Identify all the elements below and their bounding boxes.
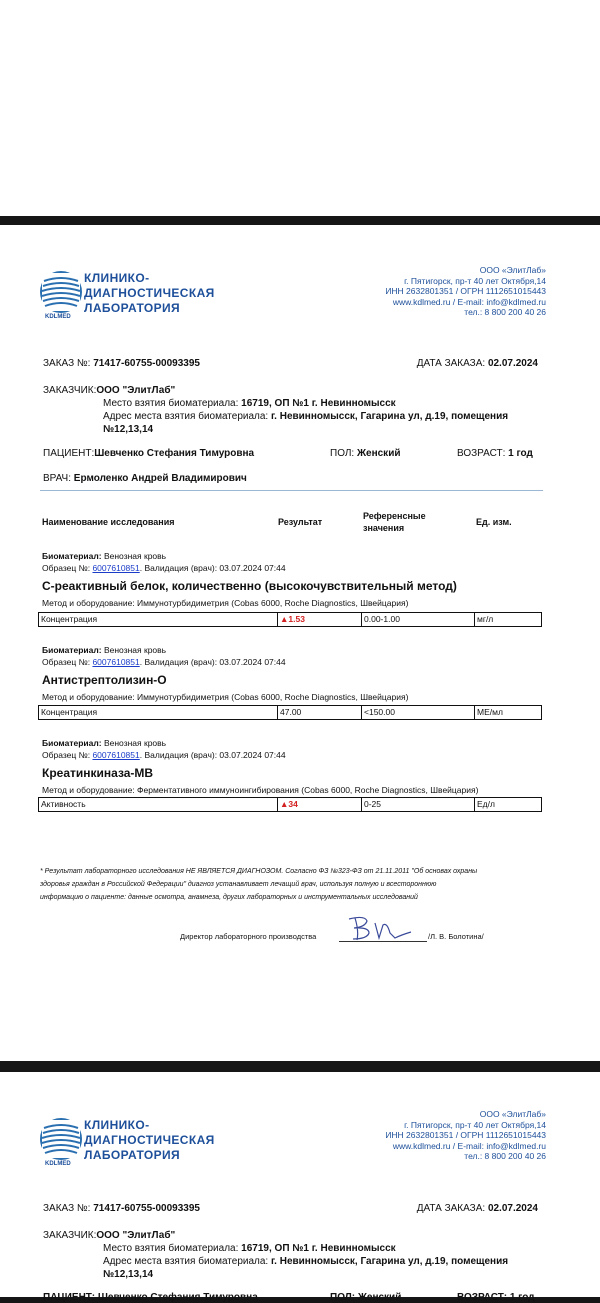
previous-page: [0, 0, 600, 216]
header-unit: Ед. изм.: [476, 517, 512, 527]
sample-address: Адрес места взятия биоматериала: г. Невинномысск, Гагарина ул, д.19, помещения: [103, 1256, 509, 1267]
lab-logo-sub: KDLMED: [45, 314, 71, 320]
test2-method: Метод и оборудование: Иммунотурбидиметрия (Cobas 6000, Roche Diagnostics, Швейцария): [42, 692, 409, 702]
test2-name: Антистрептолизин-О: [42, 673, 167, 687]
patient-name: ПАЦИЕНТ:Шевченко Стефания Тимуровна: [43, 448, 255, 459]
header-test: Наименование исследования: [42, 517, 175, 527]
test2-sample: Образец №: 6007610851. Валидация (врач): 03.07.2024 07:44: [42, 657, 286, 667]
test2-biomaterial: Биоматериал: Венозная кровь: [42, 645, 167, 655]
next-page: [0, 1072, 600, 1303]
test3-unit: Ед/л: [474, 798, 542, 811]
header-result: Результат: [278, 517, 323, 527]
test3-biomaterial: Биоматериал: Венозная кровь: [42, 738, 167, 748]
patient-sex: ПОЛ: Женский: [330, 448, 401, 459]
disclaimer: * Результат лабораторного исследования НЕ ЯВЛЯЕТСЯ ДИАГНОЗОМ. Согласно ФЗ №323-ФЗ от 21.11.2011 "Об основах охраны здоровья граждан в Российской Федерации" диагноз устанавливает лечащий врач, используя полную и всестороннюю информацию о пациенте: данные осмотра, анамнеза, других лабораторных и инструментальных исследований: [40, 868, 478, 901]
lab-logo-sub: KDLMED: [45, 1161, 71, 1167]
order-number: ЗАКАЗ №: 71417-60755-00093395: [43, 358, 200, 369]
customer: ЗАКАЗЧИК:ООО "ЭлитЛаб": [43, 385, 176, 396]
test2-value: 47.00: [277, 706, 362, 719]
signature-name: /Л. В. Болотина/: [428, 932, 484, 941]
test1-unit: мг/л: [474, 613, 542, 626]
test2-param: Концентрация: [41, 707, 98, 717]
test3-result-row: [38, 797, 542, 812]
patient-age: ВОЗРАСТ: 1 год: [457, 448, 533, 459]
test2-unit: МЕ/мл: [474, 706, 542, 719]
customer: ЗАКАЗЧИК:ООО "ЭлитЛаб": [43, 1230, 176, 1241]
order-date: ДАТА ЗАКАЗА: 02.07.2024: [416, 1203, 538, 1214]
lab-contacts: ООО «ЭлитЛаб» г. Пятигорск, пр-т 40 лет Октября,14 ИНН 2632801351 / ОГРН 1112651015443 www.kdlmed.ru / E-mail: info@kdlmed.ru тел.: 8 800 200 40 26: [385, 1109, 546, 1161]
lab-logo-icon: [40, 271, 82, 313]
test1-name: С-реактивный белок, количественно (высокочувствительный метод): [42, 579, 457, 593]
order-number: ЗАКАЗ №: 71417-60755-00093395: [43, 1203, 200, 1214]
test3-sample: Образец №: 6007610851. Валидация (врач): 03.07.2024 07:44: [42, 750, 286, 760]
test1-biomaterial: Биоматериал: Венозная кровь: [42, 551, 167, 561]
patient-sex-cut: ПОЛ: Женский: [330, 1292, 402, 1303]
test1-sample: Образец №: 6007610851. Валидация (врач): 03.07.2024 07:44: [42, 563, 286, 573]
lab-name: КЛИНИКО- ДИАГНОСТИЧЕСКАЯ ЛАБОРАТОРИЯ: [84, 1118, 215, 1162]
sample-address-cont: №12,13,14: [103, 1269, 154, 1280]
lab-name: КЛИНИКО- ДИАГНОСТИЧЕСКАЯ ЛАБОРАТОРИЯ: [84, 271, 215, 315]
divider: [40, 490, 543, 491]
test3-value: ▲34: [277, 798, 362, 811]
lab-contacts: ООО «ЭлитЛаб» г. Пятигорск, пр-т 40 лет Октября,14 ИНН 2632801351 / ОГРН 1112651015443 www.kdlmed.ru / E-mail: info@kdlmed.ru тел.: 8 800 200 40 26: [385, 265, 546, 317]
report-page: [0, 225, 600, 1061]
header-ref: Референсные значения: [363, 511, 426, 533]
signature-icon: [345, 913, 415, 943]
test3-method: Метод и оборудование: Ферментативного иммуноингибирования (Cobas 6000, Roche Diagnostics, Швейцария): [42, 785, 479, 795]
test2-ref: <150.00: [361, 706, 474, 719]
test3-sample-link[interactable]: 6007610851: [92, 750, 140, 760]
test1-value: ▲1.53: [277, 613, 362, 626]
order-date: ДАТА ЗАКАЗА: 02.07.2024: [416, 358, 538, 369]
test2-sample-link[interactable]: 6007610851: [92, 657, 140, 667]
test2-result-row: [38, 705, 542, 720]
test3-name: Креатинкиназа-МВ: [42, 766, 154, 780]
signature-label: Директор лабораторного производства: [180, 932, 317, 941]
sample-place: Место взятия биоматериала: 16719, ОП №1 г. Невинномысск: [103, 1243, 396, 1254]
lab-logo-icon: [40, 1118, 82, 1160]
test1-method: Метод и оборудование: Иммунотурбидиметрия (Cobas 6000, Roche Diagnostics, Швейцария): [42, 598, 409, 608]
sample-address: Адрес места взятия биоматериала: г. Невинномысск, Гагарина ул, д.19, помещения: [103, 411, 509, 422]
test1-sample-link[interactable]: 6007610851: [92, 563, 140, 573]
sample-place: Место взятия биоматериала: 16719, ОП №1 г. Невинномысск: [103, 398, 396, 409]
patient-age-cut: ВОЗРАСТ: 1 год: [457, 1292, 535, 1303]
test1-ref: 0.00-1.00: [361, 613, 474, 626]
test1-param: Концентрация: [41, 614, 98, 624]
test3-ref: 0-25: [361, 798, 474, 811]
test3-param: Активность: [41, 799, 86, 809]
sample-address-cont: №12,13,14: [103, 424, 154, 435]
doctor: ВРАЧ: Ермоленко Андрей Владимирович: [43, 473, 247, 484]
patient-row-cut: ПАЦИЕНТ: Шевченко Стефания Тимуровна: [43, 1292, 258, 1303]
test1-result-row: [38, 612, 542, 627]
